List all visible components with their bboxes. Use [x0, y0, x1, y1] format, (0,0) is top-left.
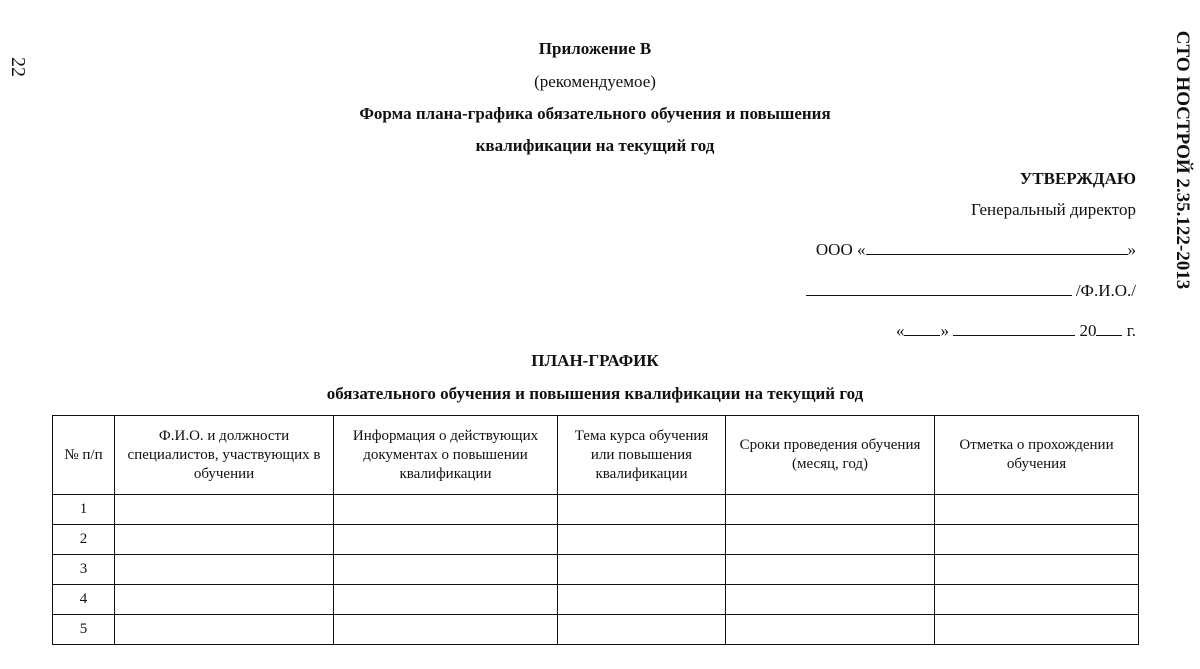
year-blank	[1096, 319, 1122, 336]
header-number: № п/п	[53, 416, 115, 495]
form-caption-line2: квалификации на текущий год	[475, 136, 715, 155]
row-number: 1	[53, 495, 115, 525]
table-row	[53, 585, 1139, 615]
year-prefix: 20	[1079, 321, 1097, 340]
table-row	[53, 495, 1139, 525]
appendix-title: Приложение В	[538, 39, 652, 58]
approval-title: УТВЕРЖДАЮ	[1019, 169, 1136, 188]
date-close-quote: »	[940, 321, 949, 340]
year-suffix: г.	[1126, 321, 1136, 340]
cell-fio-position	[115, 525, 334, 555]
org-suffix: »	[1127, 240, 1136, 259]
org-prefix: ООО «	[815, 240, 866, 259]
cell-completion-mark	[935, 615, 1139, 645]
day-blank	[904, 319, 940, 336]
cell-course-topic	[558, 555, 726, 585]
plan-title: ПЛАН-ГРАФИК	[531, 351, 659, 370]
cell-completion-mark	[935, 555, 1139, 585]
signature-blank	[806, 279, 1072, 296]
cell-fio-position	[115, 585, 334, 615]
row-number: 4	[53, 585, 115, 615]
cell-course-topic	[558, 585, 726, 615]
cell-completion-mark	[935, 585, 1139, 615]
cell-fio-position	[115, 615, 334, 645]
table-row	[53, 555, 1139, 585]
row-number: 2	[53, 525, 115, 555]
approval-date	[896, 319, 1136, 342]
cell-course-topic	[558, 525, 726, 555]
organization-blank	[866, 238, 1128, 255]
cell-fio-position	[115, 555, 334, 585]
appendix-status: (рекомендуемое)	[534, 72, 656, 91]
header-completion-mark: Отметка о прохождении обучения	[935, 416, 1139, 495]
cell-completion-mark	[935, 495, 1139, 525]
approval-organization	[816, 238, 1136, 261]
table-row	[53, 525, 1139, 555]
cell-documents-info	[334, 495, 558, 525]
header-documents-info: Информация о действующих документах о повышении квалификации	[334, 416, 558, 495]
cell-training-dates	[726, 555, 935, 585]
cell-documents-info	[334, 525, 558, 555]
month-blank	[953, 319, 1075, 336]
page-number: 22	[7, 57, 29, 77]
cell-training-dates	[726, 615, 935, 645]
cell-training-dates	[726, 525, 935, 555]
row-number: 5	[53, 615, 115, 645]
cell-training-dates	[726, 495, 935, 525]
row-number: 3	[53, 555, 115, 585]
form-caption-line1: Форма плана-графика обязательного обучения и повышения	[359, 104, 831, 123]
cell-course-topic	[558, 615, 726, 645]
approval-signature	[806, 279, 1136, 302]
date-open-quote: «	[895, 321, 905, 340]
header-training-dates: Сроки проведения обучения (месяц, год)	[726, 416, 935, 495]
cell-fio-position	[115, 495, 334, 525]
header-course-topic: Тема курса обучения или повышения квалификации	[558, 416, 726, 495]
cell-documents-info	[334, 615, 558, 645]
approval-position: Генеральный директор	[970, 200, 1136, 219]
cell-documents-info	[334, 585, 558, 615]
fio-label: /Ф.И.О./	[1075, 281, 1136, 300]
cell-completion-mark	[935, 525, 1139, 555]
cell-course-topic	[558, 495, 726, 525]
header-fio-position: Ф.И.О. и должности специалистов, участвующих в обучении	[115, 416, 334, 495]
standard-code: СТО НОСТРОЙ 2.35.122-2013	[1172, 30, 1193, 290]
table-header-row	[53, 416, 1139, 495]
plan-subtitle: обязательного обучения и повышения квалификации на текущий год	[326, 384, 864, 403]
cell-training-dates	[726, 585, 935, 615]
cell-documents-info	[334, 555, 558, 585]
plan-table	[52, 415, 1139, 645]
table-row	[53, 615, 1139, 645]
